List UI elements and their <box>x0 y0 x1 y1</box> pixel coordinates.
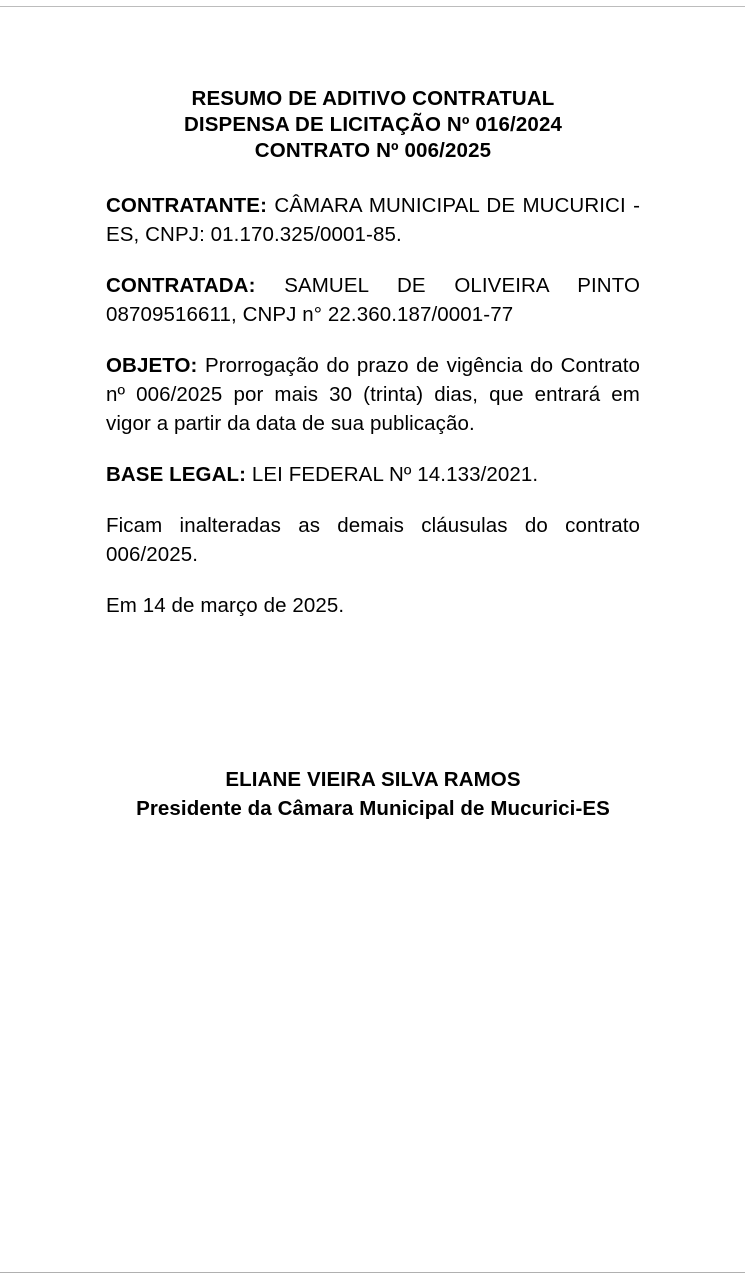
signatory-name: ELIANE VIEIRA SILVA RAMOS <box>225 768 521 791</box>
section-contratante <box>106 191 640 249</box>
document-title-line-2: DISPENSA DE LICITAÇÃO Nº 016/2024 <box>183 113 563 136</box>
document-title-line-1: RESUMO DE ADITIVO CONTRATUAL <box>191 87 555 110</box>
signature-block <box>106 765 640 823</box>
document-title-line-3: CONTRATO Nº 006/2025 <box>254 139 492 162</box>
section-contratada-label: CONTRATADA: <box>106 274 256 297</box>
section-clausulas-text: Ficam inalteradas as demais cláusulas do contrato 006/2025. <box>106 514 640 566</box>
section-contratada-text: SAMUEL DE OLIVEIRA PINTO 08709516611, CNPJ n° 22.360.187/0001-77 <box>106 274 640 326</box>
document-title <box>106 0 640 164</box>
section-objeto <box>106 351 640 438</box>
signatory-role: Presidente da Câmara Municipal de Mucurici-ES <box>136 797 610 820</box>
section-contratante-text: CÂMARA MUNICIPAL DE MUCURICI - ES, CNPJ: 01.170.325/0001-85. <box>106 194 641 246</box>
section-contratante-label: CONTRATANTE: <box>106 194 267 217</box>
section-base-legal-text: LEI FEDERAL Nº 14.133/2021. <box>251 463 539 486</box>
section-clausulas <box>106 511 640 569</box>
section-contratada <box>106 271 640 329</box>
section-objeto-text: Prorrogação do prazo de vigência do Contrato nº 006/2025 por mais 30 (trinta) dias, que entrará em vigor a partir da data de sua publicação. <box>106 354 641 435</box>
section-base-legal-label: BASE LEGAL: <box>106 463 247 486</box>
page-bottom-rule <box>0 1272 745 1273</box>
section-data-text: Em 14 de março de 2025. <box>106 594 345 617</box>
section-data <box>106 591 640 620</box>
document-content <box>106 0 640 823</box>
document-body <box>106 191 640 620</box>
section-base-legal <box>106 460 640 489</box>
section-objeto-label: OBJETO: <box>106 354 198 377</box>
